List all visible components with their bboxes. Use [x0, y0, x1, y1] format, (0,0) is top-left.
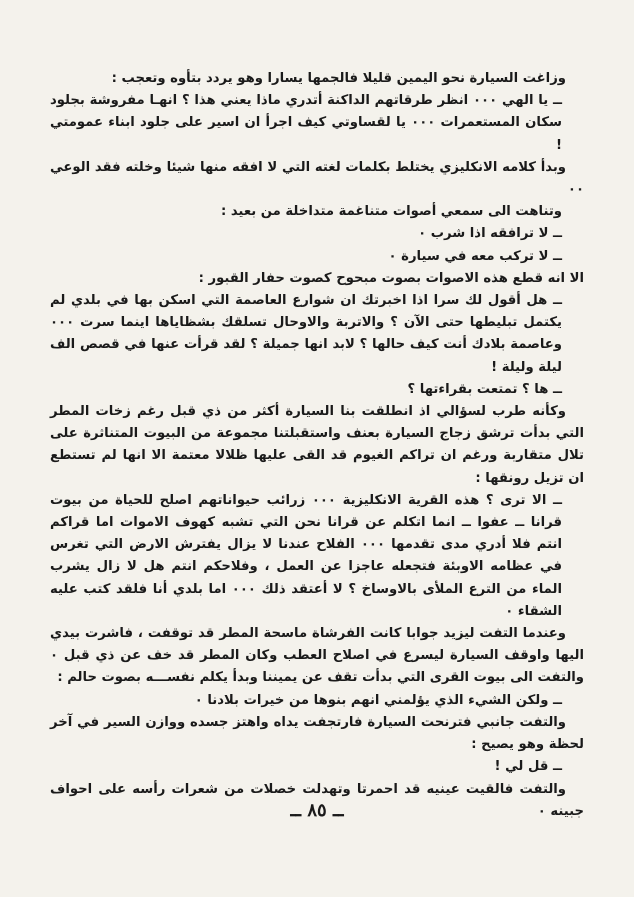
dialogue-line: ــ يا الهي ٠٠٠ انظر طرقاتهم الداكنة أتدري ماذا يعني هذا ؟ انهـا مفروشة بجلود سكان المستعمرات ٠٠٠ يا لقساوتي كيف اجرأ ان اسير على جلود ابناء عمومتي ! [50, 93, 563, 153]
dialogue-line: ــ لا ترافقه اذا شرب ٠ [418, 226, 562, 242]
paragraph: الا انه قطع هذه الاصوات بصوت مبحوح كصوت حفار القبور : [198, 270, 584, 286]
paragraph: وزاغت السيارة نحو اليمين قليلا فالجمها يسارا وهو يردد بتأوه وتعجب : [111, 71, 566, 86]
dialogue-line: ــ الا ترى ؟ هذه القرية الانكليزية ٠٠٠ زرائب حيواناتهم اصلح للحياة من بيوت قرانا ــ عفوا ــ انما اتكلم عن قرانا نحن التي تشبه كهوف الاموات اما قراكم انتم فلا أدري مدى تقدمها ٠٠٠ الفلاح عندنا لا يزال يفترش الارض التي تغرس في عظامه الاوبئة فتجعله عاجزا عن العمل ، وفلاحكم انتم هل لا زال يشرب الماء من الترع الملأى بالاوساخ ؟ لا أعتقد ذلك ٠٠٠ اما بلدي أنا فلقد كتب عليه الشقاء ٠ [50, 492, 562, 619]
paragraph: وعندما التفت ليزيد جوابا كانت الفرشاة ماسحة المطر قد توقفت ، فاشرت بيدي اليها واوقف السيارة ليسرع في اصلاح العطب وكان المطر قد خف عن ذي قبل ٠ والتفت الى بيوت القرى التي بدأت تقف عن يميننا وبدأ يكلم نفســـه بصوت حالم : [50, 626, 584, 686]
dialogue-line: ــ ولكن الشيء الذي يؤلمني انهم بنوها من خيرات بلادنا ٠ [194, 692, 562, 708]
paragraph: والتفت جانبي فترنحت السيارة فارتجفت يداه واهتز جسده ووازن السير في آخر لحظة وهو يصيح : [50, 714, 584, 753]
dialogue-line: ــ قل لي ! [494, 759, 562, 775]
page-number: ــ ٨٥ ــ [290, 800, 344, 821]
paragraph: والتفت فالقيت عينيه قد احمرتا وتهدلت خصلات من شعرات رأسه على احواف جبينه ٠ [50, 781, 584, 819]
dialogue-line: ــ لا تركب معه في سيارة ٠ [388, 248, 562, 264]
dialogue-line: ــ ها ؟ تمتعت بقراءتها ؟ [407, 381, 562, 397]
paragraph: وكأنه طرب لسؤالي اذ انطلقت بنا السيارة أكثر من ذي قبل رغم زخات المطر التي بدأت ترشق زجاج السيارة بعنف واستقبلتنا مجموعة من البيوت المتناثرة على تلال متقاربة ورغم ان تراكم الغيوم قد القى عليها ظلالا معتمة الا انها لم تستطع ان تزيل رونقها : [50, 404, 584, 486]
paragraph: وتناهت الى سمعي أصوات متناغمة متداخلة من بعيد : [220, 204, 562, 220]
paragraph: وبدأ كلامه الانكليزي يختلط بكلمات لغته التي لا افقه منها شيئا وخلته فقد الوعي ٠٠ [50, 159, 584, 198]
dialogue-line: ــ هل أقول لك سرا اذا اخبرتك ان شوارع العاصمة التي اسكن بها في بلدي لم يكتمل تبليطها حتى الآن ؟ والاتربة والاوحال تسلقك بشظاياها اينما سرت ٠٠٠ وعاصمة بلادك أنت كيف حالها ؟ لابد انها جميلة ؟ لقد قرأت عنها في قصص الف ليلة وليلة ! [50, 293, 562, 375]
body-text [50, 68, 584, 823]
